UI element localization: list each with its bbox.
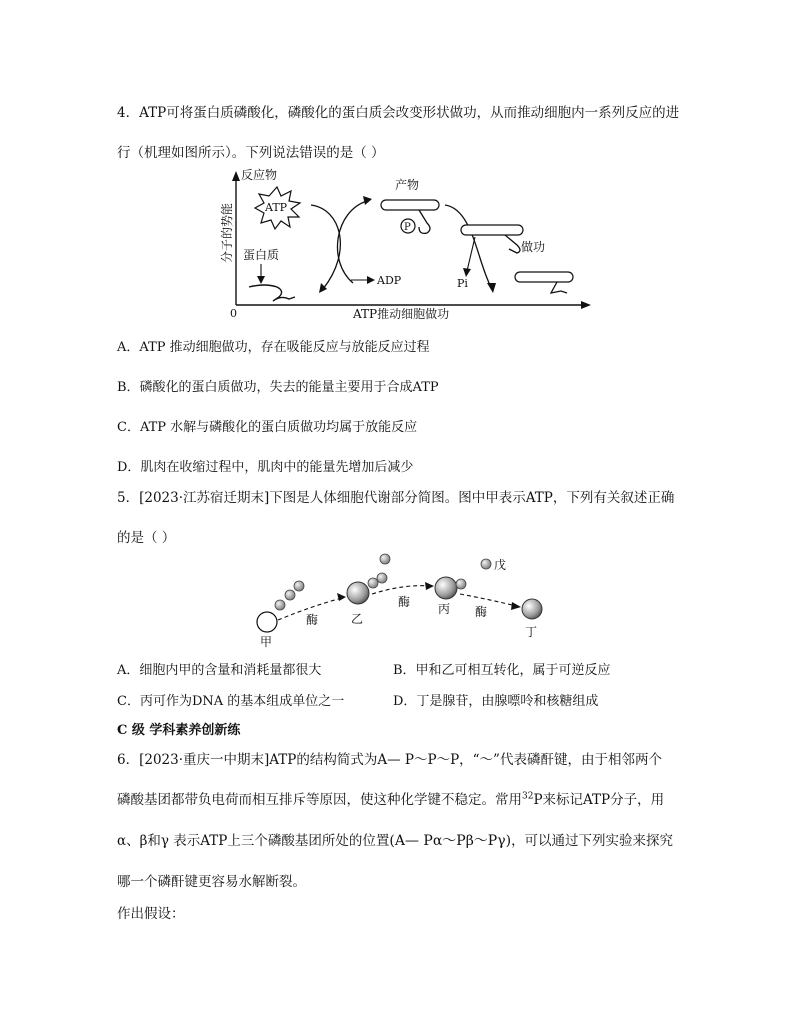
bing-label: 丙: [438, 602, 451, 616]
x-axis-arrow: [581, 301, 591, 309]
q5-stem-line2: 的是（ ）: [117, 530, 176, 546]
yi-ball: [347, 582, 369, 604]
curve-arrow-1: [311, 205, 340, 289]
origin-label: 0: [230, 307, 237, 320]
phosphate-label: P: [404, 222, 411, 233]
y-axis-arrow: [232, 171, 240, 181]
atp-label: ATP: [265, 201, 288, 214]
q6-stem-line5: 作出假设：: [117, 906, 185, 922]
q4-option-c[interactable]: C．ATP 水解与磷酸化的蛋白质做功均属于放能反应: [117, 420, 418, 435]
y-axis-label: 分子的势能: [220, 202, 234, 263]
ding-label: 丁: [525, 625, 538, 639]
q6-stem-line4: 哪一个磷酐键更容易水解断裂。: [117, 874, 306, 890]
q5-option-a[interactable]: A．细胞内甲的含量和消耗量都很大: [117, 663, 322, 678]
yi-released-phosphate: [380, 554, 390, 564]
q5-option-d[interactable]: D．丁是腺苷，由腺嘌呤和核糖组成: [393, 694, 599, 709]
q5-option-c[interactable]: C．丙可作为DNA 的基本组成单位之一: [117, 694, 345, 709]
curve-arrow-3: [445, 205, 491, 287]
adp-label: ADP: [377, 274, 402, 287]
q5-stem-line1: 5．[2023·江苏宿迁期末]下图是人体细胞代谢部分简图。图中甲表示ATP，下列有关叙述正确: [117, 490, 675, 506]
jia-phosphate-3: [294, 581, 304, 591]
wu-ball: [481, 559, 491, 569]
bing-phosphate: [456, 579, 466, 589]
curve-arrow-2: [337, 201, 367, 283]
q6-line2-part-a: 磷酸基团都带负电荷而相互排斥等原因，使这种化学键不稳定。常用: [117, 792, 522, 808]
jia-phosphate-1: [275, 600, 285, 610]
q6-stem-line1: 6．[2023·重庆一中期末]ATP的结构简式为A— P～P～P，“～”代表磷酐键，由于相邻两个: [117, 752, 662, 768]
yi-phosphate-2: [377, 573, 387, 583]
product-label: 产物: [395, 178, 420, 192]
jia-ball: [257, 612, 277, 632]
ding-ball: [522, 599, 542, 619]
q4-option-d[interactable]: D．肌肉在收缩过程中，肌肉中的能量先增加后减少: [117, 460, 414, 475]
arrow-bing-ding: [460, 594, 516, 606]
protein-shape: [249, 285, 295, 301]
work-label: 做功: [521, 240, 546, 254]
phospho-protein: [419, 210, 430, 233]
enzyme-label-2: 酶: [398, 595, 411, 609]
q6-line2-superscript: 32: [522, 791, 534, 802]
q6-stem-line2: [117, 788, 664, 808]
q6-line3-formula: (A— Pα～Pβ～Pγ): [389, 833, 512, 849]
arrow-yi-bing: [372, 586, 430, 594]
q4-figure: [205, 165, 605, 325]
bing-ball: [435, 577, 457, 599]
q4-stem-line1: 4．ATP可将蛋白质磷酸化，磷酸化的蛋白质会改变形状做功，从而推动细胞内一系列反应的进: [117, 105, 680, 121]
product-cylinder: [381, 200, 439, 210]
q5-figure: [248, 548, 558, 648]
final-cylinder: [515, 272, 573, 282]
working-cylinder: [461, 225, 523, 235]
q6-line3-part-b: ，可以通过下列实验来探究: [511, 833, 674, 849]
q4-stem-line2: 行（机理如图所示）。下列说法错误的是（ ）: [117, 145, 385, 161]
q5-option-b[interactable]: B．甲和乙可相互转化，属于可逆反应: [393, 663, 611, 678]
section-c-heading: C 级 学科素养创新练: [117, 723, 241, 738]
q6-line3-part-a: α、β和γ 表示ATP上三个磷酸基团所处的位置: [117, 833, 390, 849]
jia-phosphate-2: [285, 590, 295, 600]
yi-label: 乙: [351, 612, 364, 626]
x-axis-label: ATP推动细胞做功: [353, 307, 450, 321]
final-tail: [551, 282, 567, 293]
yi-phosphate-1: [368, 578, 378, 588]
protein-label: 蛋白质: [243, 248, 280, 262]
wu-label: 戊: [494, 558, 507, 572]
enzyme-label-3: 酶: [475, 605, 488, 619]
pi-label: Pi: [457, 277, 468, 290]
work-arm: [505, 235, 520, 253]
q6-stem-line3: [117, 829, 673, 850]
pi-arrow: [467, 237, 475, 271]
jia-label: 甲: [260, 635, 273, 648]
reactant-label: 反应物: [241, 168, 278, 182]
q6-line2-part-b: P来标记ATP分子，用: [533, 792, 665, 808]
enzyme-label-1: 酶: [306, 613, 319, 627]
q4-option-b[interactable]: B．磷酸化的蛋白质做功，失去的能量主要用于合成ATP: [117, 380, 439, 395]
q4-option-a[interactable]: A．ATP 推动细胞做功，存在吸能反应与放能反应过程: [117, 340, 430, 355]
